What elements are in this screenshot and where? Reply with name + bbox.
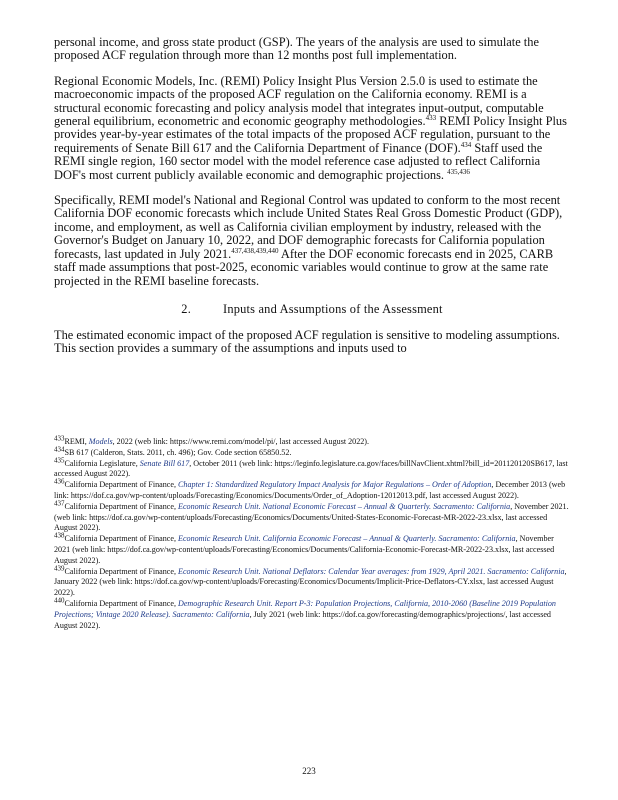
footnote-number: 436 (54, 477, 65, 486)
citation-title: Models (88, 437, 113, 446)
section-title: Inputs and Assumptions of the Assessment (223, 301, 443, 316)
page-body (54, 36, 570, 368)
citation-title: Chapter 1: Standardized Regulatory Impact Analysis for Major Regulations – Order of Adoption (178, 480, 492, 490)
footnote: $^{437}$California Department of Finance, Economic Research Unit. National Economic Forecast – Annual & Quarterly. Sacramento: California, November 2021. (web link: https://dof.ca.gov/wp-content/uploads/Forecasting/Economics/Documents/United-States-Economic-Forecast-MR-2022-23.xlsx, last accessed August 2022). (54, 499, 569, 533)
footnote: $^{435}$California Legislature, Senate Bill 617, October 2011 (web link: https://leginfo.legislature.ca.gov/faces/billNavClient.xhtml?bill_id=201120120SB617, last accessed August 2022). (54, 455, 568, 479)
citation-title: Economic Research Unit. California Economic Forecast – Annual & Quarterly. Sacramento: California (178, 534, 516, 544)
footnote: $^{440}$California Department of Finance, Demographic Research Unit. Report P-3: Population Projections, California, 2010-2060 (Baseline 2019 Population Projections; Vintage 2020 Release). Sacramento: California, July 2021 (web link: https://dof.ca.gov/forecasting/demographics/projections/, last accessed August 2022). (54, 596, 556, 630)
section-number: 2. (181, 301, 191, 316)
footnote-number: 438 (54, 531, 65, 540)
section-heading (54, 302, 570, 317)
paragraph: The estimated economic impact of the proposed ACF regulation is sensitive to modeling assumptions. This section provides a summary of the assumptions and inputs used to (54, 327, 560, 356)
footnote-ref[interactable]: 437,438,439,440 (231, 246, 279, 255)
footnote-ref[interactable]: 435,436 (447, 167, 470, 176)
citation-title: Economic Research Unit. National Deflators: Calendar Year averages: from 1929, April 2021. Sacramento: California (178, 566, 565, 576)
paragraph: Regional Economic Models, Inc. (REMI) Policy Insight Plus Version 2.5.0 is used to estimate the macroeconomic impacts of the proposed ACF regulation on the California economy. REMI is a structural economic forecasting and policy analysis model that integrates input-output, computable general equilibrium, econometric and economic geography methodologies.$^{433}$ REMI Policy Insight Plus provides year-by-year estimates of the total impacts of the proposed ACF regulation, pursuant to the requirements of Senate Bill 617 and the California Department of Finance (DOF).$^{434}$ Staff used the REMI single region, 160 sector model with the model reference case adjusted to reflect California DOF's most current publicly available economic and demographic projections. $^{435,436}$ (54, 73, 567, 182)
footnote-number: 439 (54, 563, 65, 572)
footnote: $^{436}$California Department of Finance, Chapter 1: Standardized Regulatory Impact Analysis for Major Regulations – Order of Adoption, December 2013 (web link: https://dof.ca.gov/wp-content/uploads/Forecasting/Economics/Documents/Order_of_Adoption-12012013.pdf, last accessed August 2022). (54, 477, 566, 500)
footnote: $^{434}$SB 617 (Calderon, Stats. 2011, ch. 496); Gov. Code section 65850.52. (54, 445, 292, 457)
footnote: $^{438}$California Department of Finance, Economic Research Unit. California Economic Forecast – Annual & Quarterly. Sacramento: California, November 2021 (web link: https://dof.ca.gov/wp-content/uploads/Forecasting/Economics/Documents/California-Economic-Forecast-MR-2022-23.xlsx, last accessed August 2022). (54, 531, 555, 565)
paragraph: Specifically, REMI model's National and Regional Control was updated to conform to the most recent California DOF economic forecasts which include United States Real Gross Domestic Product (GDP), income, and employment, as well as California civilian employment by industry, released with the Governor's Budget on January 10, 2022, and DOF demographic forecasts for California population forecasts, last updated in July 2021.$^{437,438,439,440}$ After the DOF economic forecasts end in 2025, CARB staff made assumptions that post-2025, economic variables would continue to grow at the same rate projected in the REMI baseline forecasts. (54, 193, 563, 288)
footnote: $^{433}$REMI, Models, 2022 (web link: https://www.remi.com/model/pi/, last accessed August 2022). (54, 434, 370, 446)
citation-title: Demographic Research Unit. Report P-3: Population Projections, California, 2010-2060 (Baseline 2019 Population Projections; Vintage 2020 Release). Sacramento: California (54, 598, 556, 619)
citation-title: Economic Research Unit. National Economic Forecast – Annual & Quarterly. Sacramento: California (178, 501, 511, 511)
footnote: $^{439}$California Department of Finance, Economic Research Unit. National Deflators: Calendar Year averages: from 1929, April 2021. Sacramento: California, January 2022 (web link: https://dof.ca.gov/wp-content/uploads/Forecasting/Economics/Documents/Implicit-Price-Deflators-CY.xlsx, last accessed August 2022). (54, 563, 567, 598)
footnote-ref[interactable]: 433 (425, 113, 437, 122)
footnote-ref[interactable]: 434 (460, 140, 472, 149)
footnotes (54, 434, 570, 631)
citation-title: Senate Bill 617 (139, 458, 190, 468)
footnote-number: 437 (54, 499, 65, 508)
footnote-number: 433 (54, 434, 65, 443)
footnote-number: 435 (54, 455, 65, 464)
footnote-number: 434 (54, 445, 65, 454)
paragraph: personal income, and gross state product (GSP). The years of the analysis are used to simulate the proposed ACF regulation through more than 12 months post full implementation. (54, 35, 539, 63)
footnote-number: 440 (54, 596, 65, 605)
page-number: 223 (302, 766, 316, 776)
